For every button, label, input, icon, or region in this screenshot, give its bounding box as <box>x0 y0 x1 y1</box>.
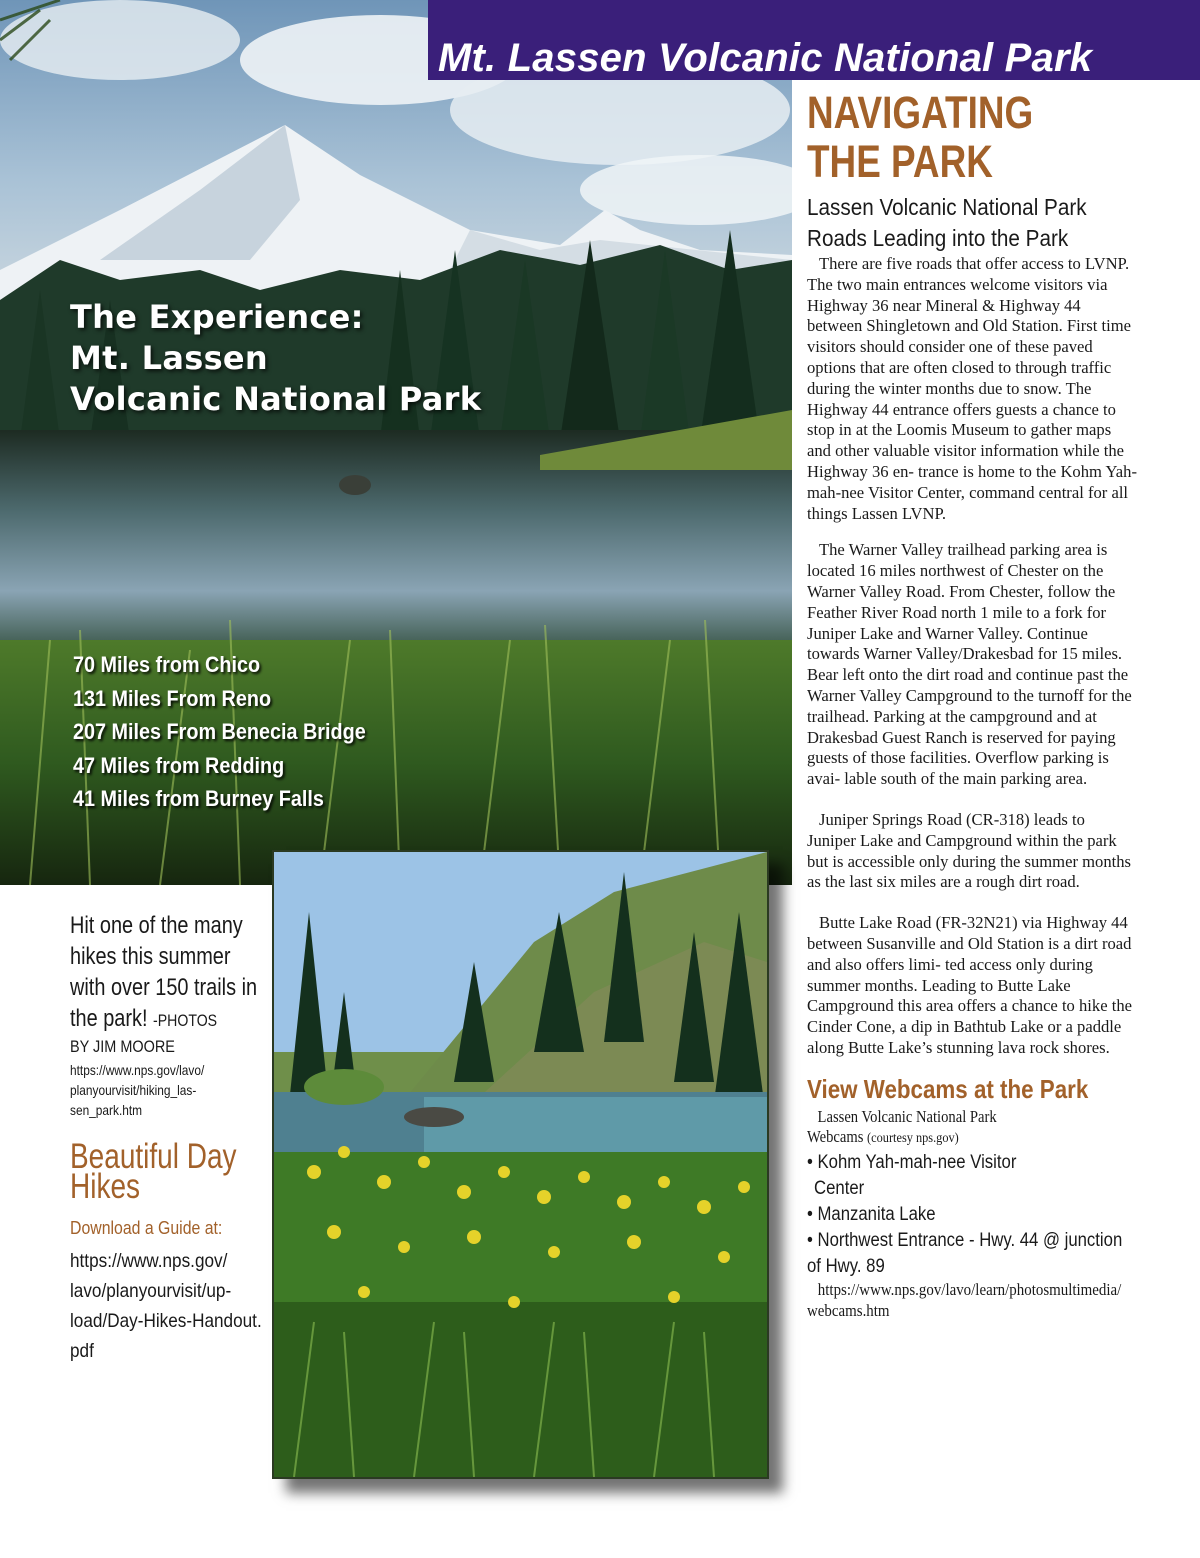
photo-credit-name: BY JIM MOORE <box>70 1037 175 1056</box>
hero-photo <box>0 0 792 885</box>
title-banner <box>428 0 1200 80</box>
distance-list <box>73 648 366 816</box>
webcams-url[interactable] <box>807 1280 1122 1322</box>
article-paragraph: There are five roads that offer access to LVNP. The two main entrances welcome visitors via Highway 36 near Mineral & Highway 44 between Shingletown and Old Station. First time visitors should consider one of these paved options that are often closed to through traffic during the winter months due to snow. The Highway 44 entrance offers guests a chance to stop in at the Loomis Museum to gather maps and other valuable visitor information while the Highway 36 en- trance is home to the Kohm Yah-mah-nee Visitor Center, command central for all things Lassen LVNP. <box>807 254 1137 523</box>
distance-item: 207 Miles From Benecia Bridge <box>73 719 366 744</box>
hero-title-line: Volcanic National Park <box>70 380 482 418</box>
webcams-courtesy: (courtesy nps.gov) <box>867 1131 959 1147</box>
day-hikes-heading-line: Hikes <box>70 1167 141 1206</box>
wildflowers-photo <box>272 850 769 1479</box>
hero-title-line: The Experience: <box>70 298 364 336</box>
webcams-heading: View Webcams at the Park <box>807 1073 1089 1104</box>
photo-credit: -PHOTOS <box>153 1011 218 1030</box>
distance-item: 41 Miles from Burney Falls <box>73 786 324 811</box>
distance-item: 47 Miles from Redding <box>73 752 285 778</box>
webcam-item: • Manzanita Lake <box>807 1204 936 1226</box>
article-paragraph: Juniper Springs Road (CR-318) leads to Juniper Lake and Campground within the park but is accessible only during the summer months as the last six miles are a rough dirt road. <box>807 809 1131 892</box>
article-paragraph: Butte Lake Road (FR-32N21) via Highway 44 between Susanville and Old Station is a dirt road and also offers limi- ted access only during summer months. Leading to Butte Lake Campground this area offers a chance to hike the Cinder Cone, a dip in Bathtub Lake or a paddle along Butte Lake’s stunning lava rock shores. <box>807 913 1132 1057</box>
webcams-url-line[interactable]: https://www.nps.gov/lavo/learn/photosmultimedia/ <box>817 1280 1122 1300</box>
webcam-item: • Kohm Yah-mah-nee Visitor <box>807 1152 1017 1174</box>
article-subheading-line: Lassen Volcanic National Park <box>807 194 1087 220</box>
hero-title-line: Mt. Lassen <box>70 339 268 377</box>
sidebar <box>70 910 265 1366</box>
webcam-item: Center <box>814 1178 865 1200</box>
hike-caption-text: Hit one of the many hikes this summer with over 150 trails in the park! <box>70 912 258 1032</box>
article-column <box>807 88 1137 1322</box>
day-hikes-heading <box>70 1137 278 1206</box>
article-subheading <box>807 192 1104 254</box>
webcams-title-line: Lassen Volcanic National Park <box>817 1106 997 1126</box>
hike-caption <box>70 910 269 1036</box>
banner-title: Mt. Lassen Volcanic National Park <box>438 36 1093 80</box>
distance-item: 70 Miles from Chico <box>73 652 261 677</box>
webcam-item: • Northwest Entrance - Hwy. 44 @ junction <box>807 1230 1123 1252</box>
hero-title <box>70 297 481 420</box>
article-paragraph: The Warner Valley trailhead parking area is located 16 miles northwest of Chester on the Warner Valley Road. From Chester, follow the Feather River Road north 1 mile to a fork for Juniper Lake and Warner Valley. Continue towards Warner Valley/Drakesbad for 15 miles. Bear left onto the dirt road and continue past the Warner Valley Campground to the turnoff for the trailhead. Parking at the campground and at Drakesbad Guest Ranch is reserved for paying guests of those facilities. Overflow parking is avai- lable south of the main parking area. <box>807 540 1132 789</box>
day-hikes-heading-line: Beautiful Day <box>70 1137 237 1176</box>
hiking-url[interactable]: https://www.nps.gov/lavo/ planyourvisit/hiking_las- sen_park.htm <box>70 1062 205 1118</box>
distance-item: 131 Miles From Reno <box>73 685 272 711</box>
webcam-item: of Hwy. 89 <box>807 1256 885 1278</box>
guide-url[interactable]: https://www.nps.gov/ lavo/planyourvisit/up- load/Day-Hikes-Handout. pdf <box>70 1250 262 1362</box>
article-heading-line: NAVIGATING <box>807 87 1034 138</box>
wildflowers-lake-illustration <box>274 852 767 1477</box>
article-heading-line: THE PARK <box>807 136 993 187</box>
download-guide-label: Download a Guide at: <box>70 1218 223 1238</box>
webcams-title-line: Webcams <box>807 1127 864 1147</box>
webcams-url-line[interactable]: webcams.htm <box>807 1301 890 1321</box>
webcams-title <box>807 1107 1097 1151</box>
article-heading <box>807 88 1078 186</box>
article-subheading-line: Roads Leading into the Park <box>807 225 1069 251</box>
webcam-list <box>807 1150 1123 1280</box>
